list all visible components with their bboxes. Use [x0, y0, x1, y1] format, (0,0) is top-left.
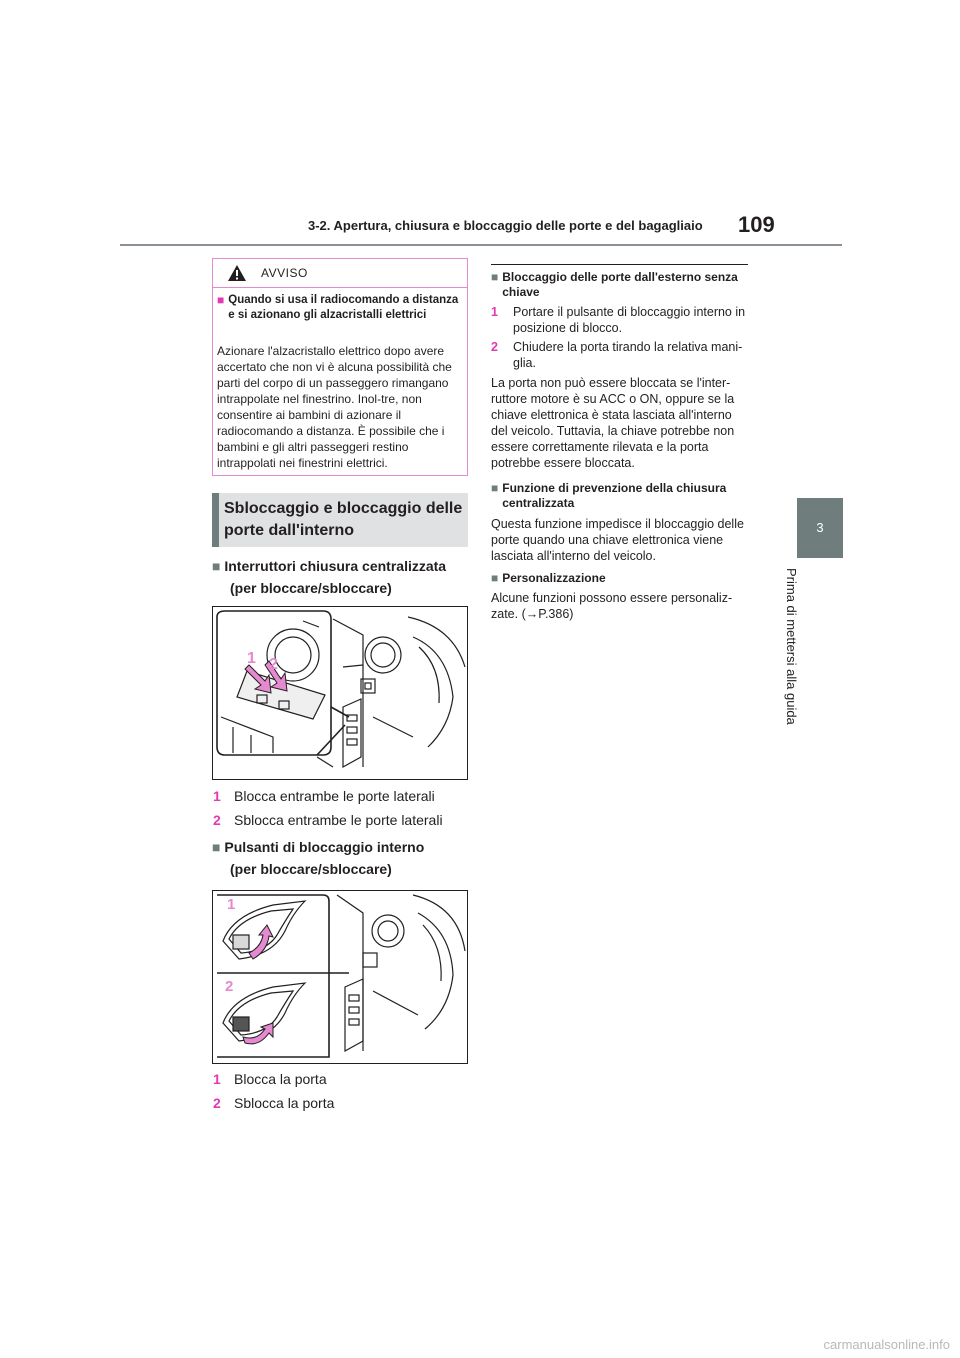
- subheading-layout: [491, 270, 749, 300]
- warning-subtitle-text: Quando si usa il radiocomando a distanza e si azionano gli alzacristalli elettrici: [228, 294, 459, 321]
- warning-triangle-icon: [227, 264, 247, 282]
- list-item-number: 2: [213, 812, 221, 828]
- subheading-anti-lockout: [491, 481, 749, 511]
- step-text: Portare il pulsante di bloccaggio interno in posizione di blocco.: [513, 305, 746, 335]
- running-header: 3-2. Apertura, chiusura e bloccaggio delle porte e del bagagliaio: [308, 218, 703, 233]
- figure1-callout-1: 1: [247, 650, 256, 667]
- step-number: 1: [491, 305, 498, 319]
- column-rule: [491, 264, 748, 265]
- chapter-label-text: Prima di mettersi alla guida: [784, 568, 799, 725]
- bullet-square-icon: ■: [491, 571, 499, 585]
- step-item: [491, 339, 749, 371]
- watermark: carmanualsonline.info: [823, 1337, 950, 1352]
- section-heading-text: Sbloccaggio e bloccaggio delle porte dall'interno: [224, 500, 463, 539]
- warning-header: [213, 259, 467, 288]
- chapter-label: [780, 568, 810, 748]
- subheading-keyless-lock: [491, 270, 749, 300]
- central-lock-illustration: [213, 607, 467, 779]
- warning-box: [212, 258, 468, 476]
- warning-subtitle-layout: [217, 293, 463, 323]
- warning-body: Azionare l'alzacristallo elettrico dopo avere accertato che non vi è alcuna possibilità che parti del corpo di un passeggero rimangano intrappolate nel finestrino. Inol-tre, non consentire ai bambini di azionare il radiocomando a distanza. È possibile che i bambini e gli altri passeggeri restino intrappolati nei finestrini elettrici.: [217, 344, 452, 470]
- bullet-square-icon: ■: [212, 839, 221, 855]
- page-number: 109: [738, 212, 775, 237]
- list-item: [213, 787, 435, 805]
- bullet-square-icon: ■: [212, 558, 221, 574]
- figure-central-lock-switches: [212, 606, 468, 780]
- subheading-layout: [491, 571, 606, 586]
- section-heading-bar: [212, 493, 219, 547]
- subheading-central-lock: [212, 555, 446, 599]
- list-item-number: 1: [213, 788, 221, 804]
- section-heading: [212, 493, 468, 547]
- subheading-line2: (per bloccare/sbloccare): [230, 861, 392, 877]
- paragraph-with-page-reference: Alcune funzioni possono essere personaliz-zate. (→P.386): [491, 591, 733, 621]
- figure2-callout-1: 1: [227, 896, 236, 913]
- subheading-text: Funzione di prevenzione della chiusura centralizzata: [502, 481, 727, 510]
- step-number: 2: [491, 340, 498, 354]
- list-item: [213, 811, 443, 829]
- figure-inside-lock-buttons: [212, 890, 468, 1064]
- paragraph: Questa funzione impedisce il bloccaggio delle porte quando una chiave elettronica viene lasciata all'interno del veicolo.: [491, 517, 744, 563]
- chapter-tab: 3: [797, 498, 843, 558]
- inside-lock-illustration: [213, 891, 467, 1063]
- warning-title: AVVISO: [261, 266, 308, 280]
- subheading-text: Personalizzazione: [502, 571, 606, 585]
- subheading-layout: [491, 481, 749, 511]
- list-item-number: 1: [213, 1071, 221, 1087]
- bullet-square-icon: ■: [491, 270, 499, 284]
- paragraph: La porta non può essere bloccata se l'inter-ruttore motore è su ACC o ON, oppure se la chiave elettronica è stata lasciata all'interno del veicolo. Tuttavia, la chiave potrebbe non essere correttamente rilevata e la porta potrebbe essere bloccata.: [491, 376, 735, 470]
- list-item: [213, 1070, 327, 1088]
- step-text: Chiudere la porta tirando la relativa mani-glia.: [513, 340, 743, 370]
- subheading-text: Bloccaggio delle porte dall'esterno senza chiave: [502, 270, 738, 299]
- list-item: [213, 1094, 334, 1112]
- list-item-number: 2: [213, 1095, 221, 1111]
- list-item-text: Sblocca entrambe le porte laterali: [234, 812, 443, 828]
- list-item-text: Blocca entrambe le porte laterali: [234, 788, 435, 804]
- subheading-line1: Interruttori chiusura centralizzata: [224, 558, 447, 574]
- warning-subtitle: [217, 293, 463, 323]
- subheading-inside-lock: [212, 836, 424, 880]
- subheading-line1: Pulsanti di bloccaggio interno: [224, 839, 425, 855]
- figure1-callout-2: 2: [269, 656, 278, 673]
- subheading-line2: (per bloccare/sbloccare): [230, 580, 392, 596]
- bullet-square-icon: ■: [491, 481, 499, 495]
- header-rule: [120, 244, 842, 246]
- bullet-square-icon: ■: [217, 293, 225, 307]
- list-item-text: Blocca la porta: [234, 1071, 327, 1087]
- figure2-callout-2: 2: [225, 978, 234, 995]
- subheading-customization: [491, 571, 749, 586]
- list-item-text: Sblocca la porta: [234, 1095, 335, 1111]
- step-item: [491, 304, 749, 336]
